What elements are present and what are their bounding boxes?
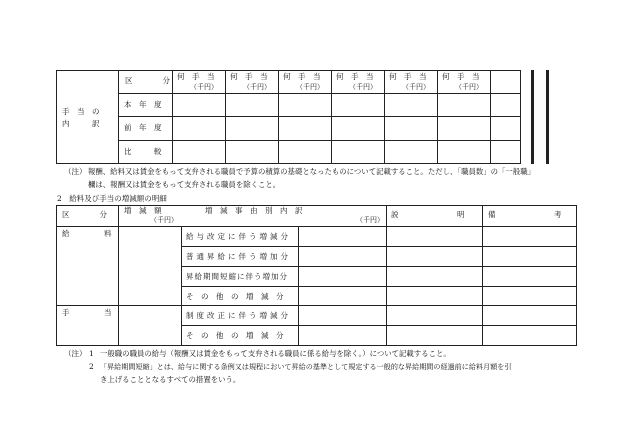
t2-salary-item-2: 普通昇給に伴う増加分 [186,252,291,261]
note1-line1: 報酬、給料又は賃金をもって支弁される職員で予算の積算の基礎となったものについて記載すること。ただし、「職員数」の「一般職」 [88,167,535,176]
note1-prefix: （注） [64,167,87,176]
note2-item1-num: 1 [89,349,94,358]
t2-salary-item-1: 給与改定に伴う増減分 [186,232,291,241]
t2-group-salary-label: 給 料 [62,229,115,238]
t2-header-amount: 増 減 額 [124,206,162,215]
col-unit-5: （千円） [402,83,430,91]
col-unit-2: （千円） [243,83,271,91]
note2-item1: 一般職の職員の給与（報酬又は賃金をもって支弁される職員に係る給与を除く。）について記載すること。 [100,349,451,358]
note2-item2-num: 2 [89,362,94,371]
t2-header-remarks: 備 考 [488,210,571,219]
row-label-current-year: 本 年 度 [124,100,162,109]
t2-header-reason-unit: （千円） [356,216,384,224]
note2-prefix: （注） [64,349,87,358]
col-unit-6: （千円） [455,83,483,91]
side-label-line1: 手 当 の [62,107,100,116]
t2-salary-item-3: 昇給期間短縮に伴う増加分 [186,272,288,281]
col-unit-1: （千円） [190,83,218,91]
row-label-prior-year: 前 年 度 [124,123,162,132]
row-label-comparison: 比 較 [124,147,162,156]
t2-allowance-item-2: そ の 他 の 増 減 分 [186,331,284,340]
col-unit-3: （千円） [296,83,324,91]
side-label-line2: 内 訳 [62,119,100,128]
col-label-2: 何 手 当 [230,72,268,81]
col-label-3: 何 手 当 [283,72,321,81]
header-kubun: 区 分 [125,76,175,85]
note1-line2: 欄は、報酬又は賃金をもって支弁される職員を除くこと。 [88,180,281,189]
col-label-1: 何 手 当 [177,72,215,81]
note2-item2-line1: 「昇給期間短縮」とは、給与に関する条例又は規程において昇給の基準として規定する一般的な昇給期間の経過前に給料月額を引 [100,362,512,371]
t2-allowance-item-1: 制度改正に伴う増減分 [186,311,291,320]
col-unit-4: （千円） [349,83,377,91]
note2-item2-line2: き上げることとなるすべての措置をいう。 [100,375,241,384]
col-label-6: 何 手 当 [442,72,480,81]
col-label-4: 何 手 当 [336,72,374,81]
t2-group-allowance-label: 手 当 [62,308,115,317]
col-label-5: 何 手 当 [389,72,427,81]
t2-header-kubun: 区 分 [62,210,112,219]
t2-header-explain: 説 明 [391,210,474,219]
t2-header-reason: 増 減 事 由 別 内 訳 [205,206,303,215]
t2-header-amount-unit: （千円） [150,216,178,224]
t2-salary-item-4: そ の 他 の 増 減 分 [186,292,284,301]
section2-title: 2 給料及び手当の増減額の明細 [57,194,167,203]
